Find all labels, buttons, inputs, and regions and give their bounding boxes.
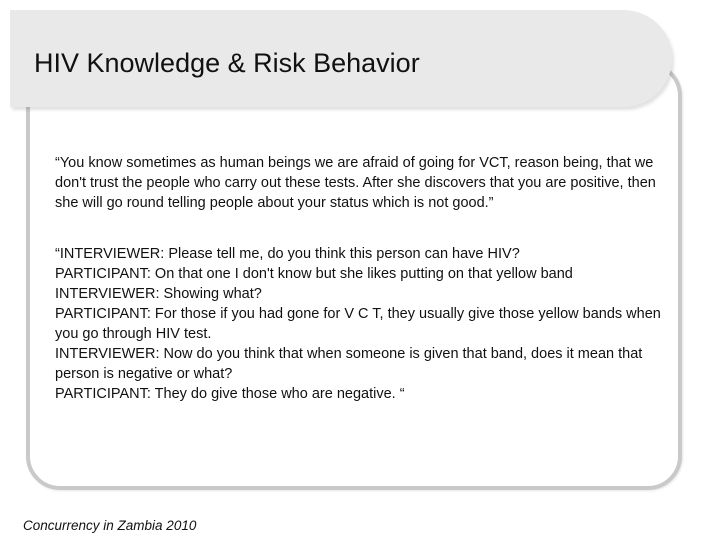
dialogue-line bbox=[55, 264, 675, 284]
speaker-label: INTERVIEWER: bbox=[55, 346, 160, 362]
dialogue-line bbox=[55, 344, 675, 384]
speaker-label: PARTICIPANT: bbox=[55, 306, 151, 322]
speaker-label: INTERVIEWER: bbox=[59, 246, 165, 262]
quote-paragraph: “You know sometimes as human beings we are afraid of going for VCT, reason being, that we don't trust the people who carry out these tests. After she discovers that you are positive, then she will go round telling people about your status which is not good.” bbox=[55, 155, 656, 211]
dialogue-line bbox=[55, 244, 675, 264]
dialogue-text: For those if you had gone for V C T, they usually give those yellow bands when you go through HIV test. bbox=[55, 306, 661, 342]
footer-caption: Concurrency in Zambia 2010 bbox=[23, 518, 197, 533]
dialogue-line bbox=[55, 304, 675, 344]
title-banner bbox=[10, 10, 672, 107]
slide-content bbox=[55, 153, 675, 404]
open-quote: “ bbox=[55, 246, 60, 262]
dialogue-text: Now do you think that when someone is given that band, does it mean that person is negative or what? bbox=[55, 346, 643, 382]
dialogue-line bbox=[55, 384, 675, 404]
speaker-label: PARTICIPANT: bbox=[55, 386, 151, 402]
dialogue-text: On that one I don't know but she likes putting on that yellow band bbox=[150, 266, 573, 282]
slide-title: HIV Knowledge & Risk Behavior bbox=[34, 48, 420, 78]
dialogue-block bbox=[55, 244, 675, 404]
dialogue-line bbox=[55, 284, 675, 304]
speaker-label: INTERVIEWER: bbox=[55, 286, 160, 302]
dialogue-text: Please tell me, do you think this person can have HIV? bbox=[164, 246, 520, 262]
speaker-label: PARTICIPANT: bbox=[55, 266, 151, 282]
dialogue-text: They do give those who are negative. “ bbox=[150, 386, 405, 402]
dialogue-text: Showing what? bbox=[159, 286, 262, 302]
